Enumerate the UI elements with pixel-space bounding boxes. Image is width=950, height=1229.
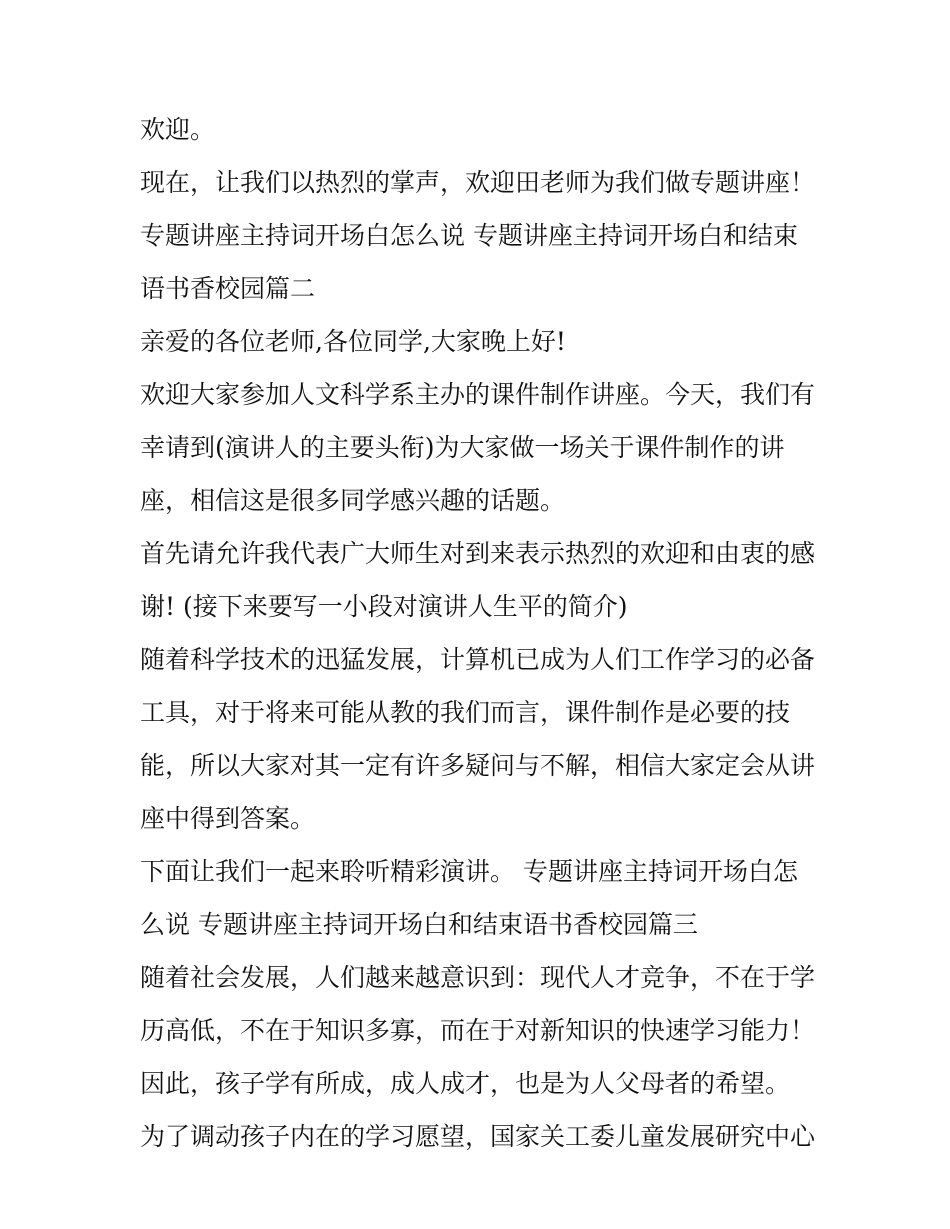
text-line: 随着科学技术的迅猛发展，计算机已成为人们工作学习的必备 [140,645,816,674]
text-line: 欢迎。 [140,115,216,144]
text-line: 专题讲座主持词开场白怎么说 专题讲座主持词开场白和结束 [140,221,798,250]
text-line: 下面让我们一起来聆听精彩演讲。 专题讲座主持词开场白怎 [140,857,798,886]
text-line: 工具，对于将来可能从教的我们而言，课件制作是必要的技 [140,698,791,727]
text-line: 因此，孩子学有所成，成人成才，也是为人父母者的希望。 [140,1069,791,1098]
text-line: 历高低，不在于知识多寡，而在于对新知识的快速学习能力！ [140,1016,816,1045]
text-line: 座中得到答案。 [140,804,316,833]
text-line: 座，相信这是很多同学感兴趣的话题。 [140,486,566,515]
text-line: 幸请到(演讲人的主要头衔)为大家做一场关于课件制作的讲 [140,433,785,462]
text-line: 为了调动孩子内在的学习愿望，国家关工委儿童发展研究中心 [140,1122,816,1151]
text-line: 随着社会发展，人们越来越意识到：现代人才竞争，不在于学 [140,963,816,992]
text-line: 谢! (接下来要写一小段对演讲人生平的简介) [140,592,628,621]
text-line: 欢迎大家参加人文科学系主办的课件制作讲座。今天，我们有 [140,380,816,409]
text-line: 首先请允许我代表广大师生对到来表示热烈的欢迎和由衷的感 [140,539,816,568]
text-line: 语书香校园篇二 [140,274,316,303]
document-body [140,103,830,1163]
text-line: 亲爱的各位老师,各位同学,大家晚上好! [140,327,566,356]
text-line: 能，所以大家对其一定有许多疑问与不解，相信大家定会从讲 [140,751,816,780]
text-line: 现在，让我们以热烈的掌声，欢迎田老师为我们做专题讲座！ [140,168,816,197]
text-line: 么说 专题讲座主持词开场白和结束语书香校园篇三 [140,910,698,939]
